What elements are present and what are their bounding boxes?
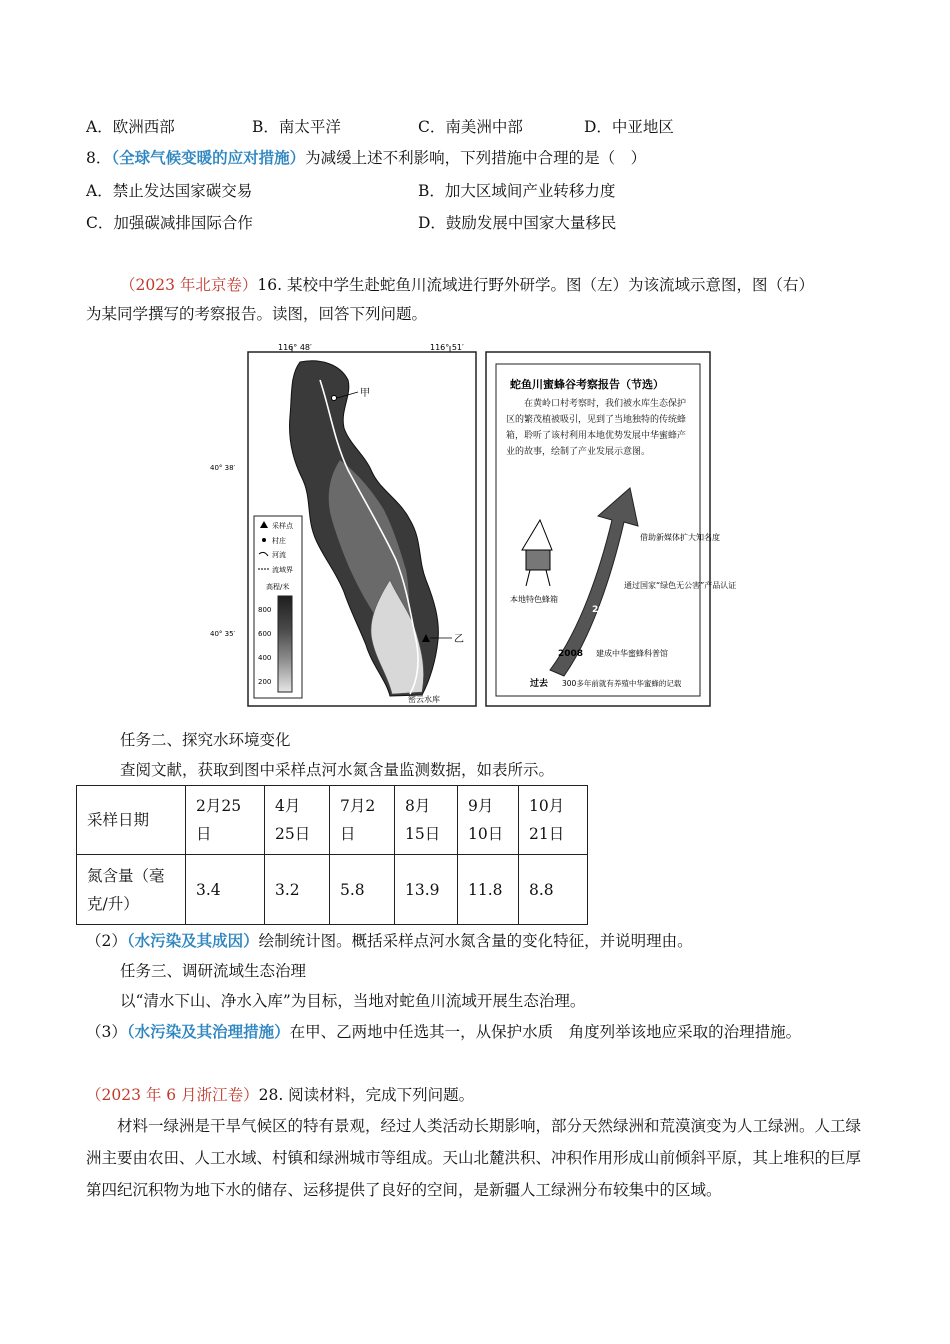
task3-text: 以“清水下山、净水入库”为目标，当地对蛇鱼川流域开展生态治理。	[120, 992, 586, 1010]
table-date-cell: 4月25日	[265, 786, 330, 855]
q28-source: （2023 年 6 月浙江卷）	[86, 1086, 259, 1104]
q16-text-line1: 16. 某校中学生赴蛇鱼川流域进行野外研学。图（左）为该流域示意图，图（右）	[257, 276, 814, 294]
q8-topic-tag: （全球气候变暖的应对措施）	[111, 148, 306, 167]
table-date-cell: 9月10日	[458, 786, 519, 855]
legend-village: 村庄	[272, 537, 286, 545]
step4-text: 借助新媒体扩大知名度	[640, 533, 720, 542]
step3-text: 通过国家“绿色无公害”产品认证	[624, 581, 737, 590]
sub2-topic-tag: （水污染及其成因）	[126, 931, 259, 950]
sub3-text: 在甲、乙两地中任选其一，从保护水质 角度列举该地应采取的治理措施。	[289, 1023, 802, 1041]
q28-material: 材料一绿洲是干旱气候区的特有景观，经过人类活动长期影响，部分天然绿洲和荒漠演变为人工绿洲。人工绿洲主要由农田、人工水域、村镇和绿洲城市等组成。天山北麓洪积、冲积作用形成山前倾斜平原，其上堆积的巨厚第四纪沉积物为地下水的储存、运移提供了良好的空间，是新疆人工绿洲分布较集中的区域。	[86, 1117, 862, 1199]
legend-village-icon	[262, 538, 266, 542]
table-value-cell: 13.9	[395, 855, 458, 925]
q8-option-d: D．鼓励发展中国家大量移民	[418, 214, 617, 232]
legend-elev-title: 高程/米	[266, 583, 290, 591]
q16-intro-line1	[120, 273, 814, 295]
lat-label-1: 40° 38′	[210, 464, 236, 472]
task2-title: 任务二、探究水环境变化	[120, 731, 291, 749]
nitrogen-table	[76, 785, 588, 925]
figure-svg	[210, 340, 737, 708]
table-value-cell: 11.8	[458, 855, 519, 925]
table-header-nitrogen: 氮含量（毫克/升）	[77, 855, 186, 925]
sub2-number: （2）	[86, 932, 127, 950]
table-value-cell: 5.8	[330, 855, 395, 925]
hive-body	[526, 550, 550, 570]
lat-label-2: 40° 35′	[210, 630, 236, 638]
table-row-dates	[77, 786, 588, 855]
q28-text: 28. 阅读材料，完成下列问题。	[258, 1086, 475, 1104]
table-date-cell: 10月21日	[519, 786, 588, 855]
q8-option-b: B．加大区域间产业转移力度	[418, 182, 616, 200]
table-value-cell: 8.8	[519, 855, 588, 925]
task3-title: 任务三、调研流域生态治理	[120, 962, 307, 980]
sub3-number: （3）	[86, 1023, 127, 1041]
legend-sample: 采样点	[272, 522, 293, 530]
hive-caption: 本地特色蜂箱	[510, 595, 558, 604]
year-2017: 2017	[592, 605, 618, 615]
table-value-cell: 3.2	[265, 855, 330, 925]
q7-option-a: A．欧洲西部	[86, 118, 175, 136]
jia-point	[332, 396, 337, 401]
jia-label: 甲	[360, 388, 370, 399]
q16-intro-line2: 为某同学撰写的考察报告。读图，回答下列问题。	[86, 305, 428, 323]
table-value-cell: 3.4	[186, 855, 265, 925]
elev-tick-200: 200	[258, 678, 272, 686]
watershed-figure	[210, 340, 737, 708]
report-body: 在黄岭口村考察时，我们被水库生态保护区的繁茂植被吸引，见到了当地独特的传统蜂箱，聆听了该村利用本地优势发展中华蜜蜂产业的故事，绘制了产业发展示意图。	[506, 399, 687, 457]
q7-option-b: B．南太平洋	[252, 118, 341, 136]
q8-stem	[86, 146, 646, 168]
table-date-cell: 7月2日	[330, 786, 395, 855]
report-title: 蛇鱼川蜜蜂谷考察报告（节选）	[510, 378, 664, 391]
year-2008: 2008	[558, 649, 584, 659]
sub2-question	[86, 929, 693, 951]
sub3-topic-tag: （水污染及其治理措施）	[126, 1022, 290, 1041]
task2-intro: 查阅文献，获取到图中采样点河水氮含量监测数据，如表所示。	[120, 761, 555, 779]
sub2-text: 绘制统计图。概括采样点河水氮含量的变化特征，并说明理由。	[258, 932, 693, 950]
q8-option-c: C．加强碳减排国际合作	[86, 214, 253, 232]
table-date-cell: 8月15日	[395, 786, 458, 855]
table-row-nitrogen	[77, 855, 588, 925]
legend-boundary: 流域界	[272, 566, 293, 574]
step1-text: 300多年前就有养殖中华蜜蜂的记载	[562, 679, 682, 688]
elev-tick-800: 800	[258, 606, 272, 614]
elev-tick-400: 400	[258, 654, 272, 662]
past-label: 过去	[530, 679, 549, 689]
q7-option-d: D．中亚地区	[584, 118, 674, 136]
elev-tick-600: 600	[258, 630, 272, 638]
report-body-box	[506, 396, 694, 506]
legend-river: 河流	[272, 551, 286, 559]
q8-text: 为减缓上述不利影响，下列措施中合理的是（ ）	[305, 149, 647, 167]
step2-text: 建成中华蜜蜂科普馆	[596, 649, 668, 658]
q16-source: （2023 年北京卷）	[120, 276, 258, 294]
legend-elev-bar	[278, 596, 292, 692]
table-date-cell: 2月25日	[186, 786, 265, 855]
q8-number: 8．	[86, 149, 112, 167]
lon-label-2: 116° 51′	[430, 343, 464, 352]
q8-option-a: A．禁止发达国家碳交易	[86, 182, 253, 200]
lon-label-1: 116° 48′	[278, 343, 312, 352]
sub3-question	[86, 1020, 801, 1042]
q7-option-c: C．南美洲中部	[418, 118, 523, 136]
table-header-date: 采样日期	[77, 786, 186, 855]
q28-header	[86, 1083, 474, 1105]
reservoir-label: 密云水库	[408, 695, 440, 704]
yi-label: 乙	[454, 634, 464, 645]
